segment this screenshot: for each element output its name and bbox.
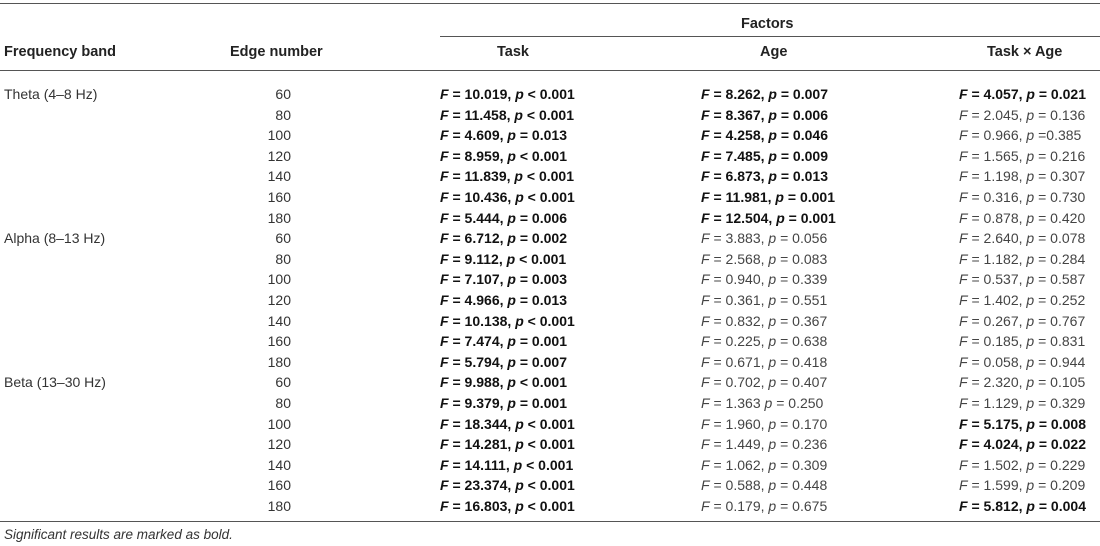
age-stat-cell: F = 0.588, p = 0.448 [701,477,828,494]
frequency-band-cell [0,496,200,517]
task-stat-cell: F = 23.374, p < 0.001 [440,477,575,494]
table-row [0,249,1100,270]
interaction-stat-cell: F = 0.267, p = 0.767 [959,312,1086,329]
task-stat-cell: F = 11.839, p < 0.001 [440,168,575,185]
age-stat-cell: F = 11.981, p = 0.001 [701,188,836,205]
table-row [0,84,1100,105]
age-stat-cell: F = 2.568, p = 0.083 [701,250,828,267]
age-stat-cell: F = 1.960, p = 0.170 [701,415,828,432]
interaction-stat-cell: F = 1.599, p = 0.209 [959,477,1086,494]
task-stat-cell: F = 10.138, p < 0.001 [440,312,575,329]
spacer-cell [313,414,440,435]
frequency-band-cell [0,125,200,146]
edge-number-cell: 160 [267,188,291,205]
frequency-band-cell [0,208,200,229]
task-stat-cell: F = 14.281, p < 0.001 [440,436,575,453]
spacer-cell [313,269,440,290]
factors-underline [440,36,1100,37]
interaction-stat-cell: F = 0.537, p = 0.587 [959,271,1086,288]
interaction-stat-cell: F = 1.198, p = 0.307 [959,168,1086,185]
table-row [0,331,1100,352]
frequency-band-cell [0,290,200,311]
task-stat-cell: F = 5.444, p = 0.006 [440,209,567,226]
task-stat-cell: F = 9.112, p < 0.001 [440,250,567,267]
frequency-band-cell [0,105,200,126]
task-stat-cell: F = 11.458, p < 0.001 [440,106,575,123]
age-stat-cell: F = 0.702, p = 0.407 [701,374,828,391]
table-row [0,311,1100,332]
edge-number-cell: 100 [267,271,291,288]
frequency-band-cell [0,311,200,332]
table-row [0,146,1100,167]
task-stat-cell: F = 4.609, p = 0.013 [440,127,567,144]
age-stat-cell: F = 0.361, p = 0.551 [701,291,828,308]
frequency-band-cell [0,166,200,187]
interaction-header: Task × Age [987,44,1063,60]
task-stat-cell: F = 4.966, p = 0.013 [440,291,567,308]
interaction-stat-cell: F = 2.640, p = 0.078 [959,230,1086,247]
task-stat-cell: F = 5.794, p = 0.007 [440,353,567,370]
interaction-stat-cell: F = 0.185, p = 0.831 [959,333,1086,350]
spacer-cell [313,228,440,249]
spacer-cell [313,352,440,373]
edge-number-cell: 80 [275,250,291,267]
table-row [0,228,1100,249]
spacer-cell [313,187,440,208]
frequency-band-cell [0,187,200,208]
results-table-body [0,84,1100,516]
interaction-stat-cell: F = 1.402, p = 0.252 [959,291,1086,308]
frequency-band-cell [0,331,200,352]
interaction-stat-cell: F = 5.812, p = 0.004 [959,497,1086,514]
table-row [0,105,1100,126]
interaction-stat-cell: F = 4.057, p = 0.021 [959,86,1086,102]
age-stat-cell: F = 0.179, p = 0.675 [701,497,828,514]
frequency-band-cell [0,414,200,435]
spacer-cell [313,311,440,332]
spacer-cell [313,434,440,455]
task-stat-cell: F = 6.712, p = 0.002 [440,230,567,247]
edge-number-cell: 100 [267,415,291,432]
header-rule [0,70,1100,71]
age-stat-cell: F = 1.363 p = 0.250 [701,394,824,411]
task-stat-cell: F = 7.474, p = 0.001 [440,333,567,350]
table-row [0,187,1100,208]
interaction-stat-cell: F = 0.058, p = 0.944 [959,353,1086,370]
table-row [0,290,1100,311]
table-row [0,393,1100,414]
spacer-cell [313,455,440,476]
task-stat-cell: F = 9.988, p < 0.001 [440,374,567,391]
edge-number-cell: 180 [267,209,291,226]
table-row [0,434,1100,455]
interaction-stat-cell: F = 1.502, p = 0.229 [959,456,1086,473]
frequency-band-cell [0,455,200,476]
spacer-cell [313,475,440,496]
edge-number-cell: 160 [267,333,291,350]
interaction-stat-cell: F = 1.129, p = 0.329 [959,394,1086,411]
age-stat-cell: F = 8.262, p = 0.007 [701,86,828,102]
spacer-cell [313,84,440,105]
spacer-cell [313,208,440,229]
table-row [0,208,1100,229]
spacer-cell [313,125,440,146]
spacer-cell [313,105,440,126]
table-row [0,372,1100,393]
footnote: Significant results are marked as bold. [4,527,233,542]
frequency-band-cell: Theta (4–8 Hz) [4,86,98,102]
spacer-cell [313,372,440,393]
interaction-stat-cell: F = 2.045, p = 0.136 [959,106,1086,123]
table-row [0,455,1100,476]
age-stat-cell: F = 7.485, p = 0.009 [701,147,828,164]
age-stat-cell: F = 3.883, p = 0.056 [701,230,828,247]
age-stat-cell: F = 1.062, p = 0.309 [701,456,828,473]
edge-number-cell: 140 [267,168,291,185]
edge-number-cell: 180 [267,353,291,370]
interaction-stat-cell: F = 0.878, p = 0.420 [959,209,1086,226]
age-stat-cell: F = 1.449, p = 0.236 [701,436,828,453]
edge-number-cell: 180 [267,497,291,514]
edge-number-cell: 160 [267,477,291,494]
task-stat-cell: F = 16.803, p < 0.001 [440,497,575,514]
factors-header: Factors [741,16,794,32]
interaction-stat-cell: F = 2.320, p = 0.105 [959,374,1086,391]
spacer-cell [313,290,440,311]
task-stat-cell: F = 10.019, p < 0.001 [440,86,575,102]
frequency-band-cell: Alpha (8–13 Hz) [4,230,106,247]
edge-number-cell: 120 [267,436,291,453]
table-row [0,269,1100,290]
table-row [0,496,1100,517]
task-stat-cell: F = 8.959, p < 0.001 [440,147,567,164]
frequency-band-cell [0,352,200,373]
frequency-band-header: Frequency band [4,44,116,60]
frequency-band-cell [0,434,200,455]
table-row [0,166,1100,187]
age-stat-cell: F = 0.671, p = 0.418 [701,353,828,370]
edge-number-header: Edge number [230,44,323,60]
interaction-stat-cell: F = 0.316, p = 0.730 [959,188,1086,205]
spacer-cell [313,249,440,270]
spacer-cell [313,166,440,187]
interaction-stat-cell: F = 4.024, p = 0.022 [959,436,1086,453]
age-header: Age [760,44,788,60]
edge-number-cell: 80 [275,394,291,411]
edge-number-cell: 140 [267,456,291,473]
table-row [0,414,1100,435]
edge-number-cell: 140 [267,312,291,329]
task-header: Task [497,44,529,60]
edge-number-cell: 60 [275,230,291,247]
age-stat-cell: F = 0.832, p = 0.367 [701,312,828,329]
edge-number-cell: 80 [275,106,291,123]
age-stat-cell: F = 8.367, p = 0.006 [701,106,828,123]
top-rule [0,3,1100,4]
frequency-band-cell [0,269,200,290]
task-stat-cell: F = 14.111, p < 0.001 [440,456,574,473]
results-table [0,84,1100,516]
interaction-stat-cell: F = 1.182, p = 0.284 [959,250,1086,267]
frequency-band-cell [0,475,200,496]
age-stat-cell: F = 0.225, p = 0.638 [701,333,828,350]
interaction-stat-cell: F = 5.175, p = 0.008 [959,415,1086,432]
frequency-band-cell: Beta (13–30 Hz) [4,374,106,391]
interaction-stat-cell: F = 1.565, p = 0.216 [959,147,1086,164]
edge-number-cell: 100 [267,127,291,144]
frequency-band-cell [0,393,200,414]
bottom-rule [0,521,1100,522]
table-row [0,352,1100,373]
edge-number-cell: 120 [267,147,291,164]
table-row [0,125,1100,146]
frequency-band-cell [0,249,200,270]
age-stat-cell: F = 0.940, p = 0.339 [701,271,828,288]
task-stat-cell: F = 18.344, p < 0.001 [440,415,575,432]
age-stat-cell: F = 12.504, p = 0.001 [701,209,836,226]
spacer-cell [313,393,440,414]
task-stat-cell: F = 9.379, p = 0.001 [440,394,567,411]
task-stat-cell: F = 7.107, p = 0.003 [440,271,567,288]
spacer-cell [313,496,440,517]
edge-number-cell: 60 [275,374,291,391]
age-stat-cell: F = 6.873, p = 0.013 [701,168,828,185]
edge-number-cell: 120 [267,291,291,308]
frequency-band-cell [0,146,200,167]
task-stat-cell: F = 10.436, p < 0.001 [440,188,575,205]
spacer-cell [313,146,440,167]
interaction-stat-cell: F = 0.966, p =0.385 [959,127,1082,144]
edge-number-cell: 60 [275,86,291,102]
spacer-cell [313,331,440,352]
age-stat-cell: F = 4.258, p = 0.046 [701,127,828,144]
table-row [0,475,1100,496]
